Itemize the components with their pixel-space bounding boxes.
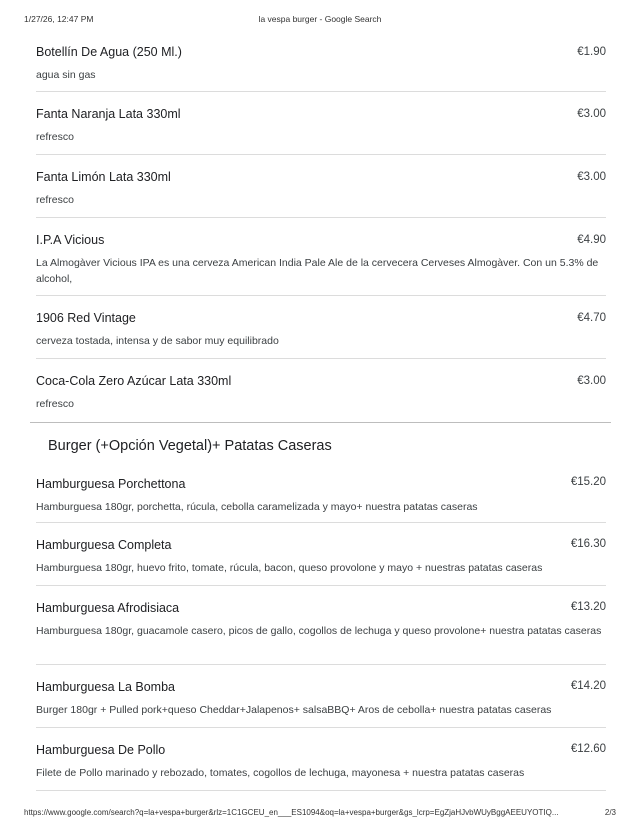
menu-item[interactable]	[36, 665, 606, 728]
print-datetime: 1/27/26, 12:47 PM	[24, 14, 94, 24]
menu-item-description: cerveza tostada, intensa y de sabor muy equilibrado	[36, 335, 279, 347]
menu-item-description: Hamburguesa 180gr, porchetta, rúcula, cebolla caramelizada y mayo+ nuestra patatas caseras	[36, 501, 478, 513]
menu-item-price: €4.70	[577, 312, 606, 324]
burger-menu-list	[36, 468, 606, 791]
menu-item[interactable]	[36, 92, 606, 155]
section-heading: Burger (+Opción Vegetal)+ Patatas Caseras	[48, 438, 332, 454]
menu-item-name: Hamburguesa Afrodisiaca	[36, 601, 180, 615]
menu-item-price: €4.90	[577, 234, 606, 246]
menu-item-price: €14.20	[570, 680, 606, 692]
print-url: https://www.google.com/search?q=la+vespa+burger&rlz=1C1GCEU_en___ES1094&oq=la+vespa+burger&gs_lcrp=EgZjaHJvbWUyBggAEEUYOTIQ...	[24, 808, 559, 817]
page-number: 2/3	[604, 808, 616, 817]
menu-item-name: Coca-Cola Zero Azúcar Lata 330ml	[36, 374, 232, 388]
menu-item-price: €15.20	[570, 476, 606, 488]
menu-item-description: refresco	[36, 398, 74, 410]
menu-item-price: €3.00	[577, 171, 606, 183]
menu-item-price: €16.30	[570, 538, 606, 550]
menu-item[interactable]	[36, 218, 606, 296]
menu-item-name: I.P.A Vicious	[36, 233, 105, 247]
menu-item-price: €1.90	[577, 46, 606, 58]
print-header	[24, 14, 616, 26]
menu-item-name: Hamburguesa Completa	[36, 538, 172, 552]
print-footer	[24, 808, 616, 820]
menu-item-name: Botellín De Agua (250 Ml.)	[36, 45, 182, 59]
menu-item-description: Filete de Pollo marinado y rebozado, tomates, cogollos de lechuga, mayonesa + nuestra patatas caseras	[36, 767, 525, 779]
menu-item-price: €12.60	[570, 743, 606, 755]
menu-item-name: Hamburguesa De Pollo	[36, 743, 166, 757]
menu-item[interactable]	[36, 728, 606, 791]
menu-item[interactable]	[36, 523, 606, 586]
menu-item-description: Burger 180gr + Pulled pork+queso Cheddar+Jalapenos+ salsaBBQ+ Aros de cebolla+ nuestra patatas caseras	[36, 704, 552, 716]
menu-item-description: agua sin gas	[36, 69, 96, 81]
drinks-menu-list	[36, 30, 606, 422]
menu-item-price: €3.00	[577, 375, 606, 387]
menu-item[interactable]	[36, 30, 606, 92]
menu-item-name: 1906 Red Vintage	[36, 311, 136, 325]
menu-item-price: €3.00	[577, 108, 606, 120]
menu-item[interactable]	[36, 155, 606, 218]
menu-item-description: Hamburguesa 180gr, huevo frito, tomate, rúcula, bacon, queso provolone y mayo + nuestras patatas caseras	[36, 562, 543, 574]
menu-item-name: Fanta Limón Lata 330ml	[36, 170, 171, 184]
menu-item[interactable]	[36, 359, 606, 422]
menu-item-description: La Almogàver Vicious IPA es una cerveza American India Pale Ale de la cervecera Cerveses Almogàver. Con un 5.3% de alcohol,	[36, 257, 599, 285]
menu-item-description: Hamburguesa 180gr, guacamole casero, picos de gallo, cogollos de lechuga y queso provolone+ nuestra patatas caseras	[36, 625, 602, 637]
menu-item-price: €13.20	[570, 601, 606, 613]
menu-item-description: refresco	[36, 131, 74, 143]
menu-item-name: Hamburguesa La Bomba	[36, 680, 175, 694]
menu-item[interactable]	[36, 586, 606, 665]
menu-item-name: Fanta Naranja Lata 330ml	[36, 107, 181, 121]
menu-item-description: refresco	[36, 194, 74, 206]
print-page-title: la vespa burger - Google Search	[258, 14, 382, 24]
menu-item-name: Hamburguesa Porchettona	[36, 477, 186, 491]
section-divider	[30, 422, 611, 423]
menu-item[interactable]	[36, 296, 606, 359]
menu-item[interactable]	[36, 468, 606, 523]
